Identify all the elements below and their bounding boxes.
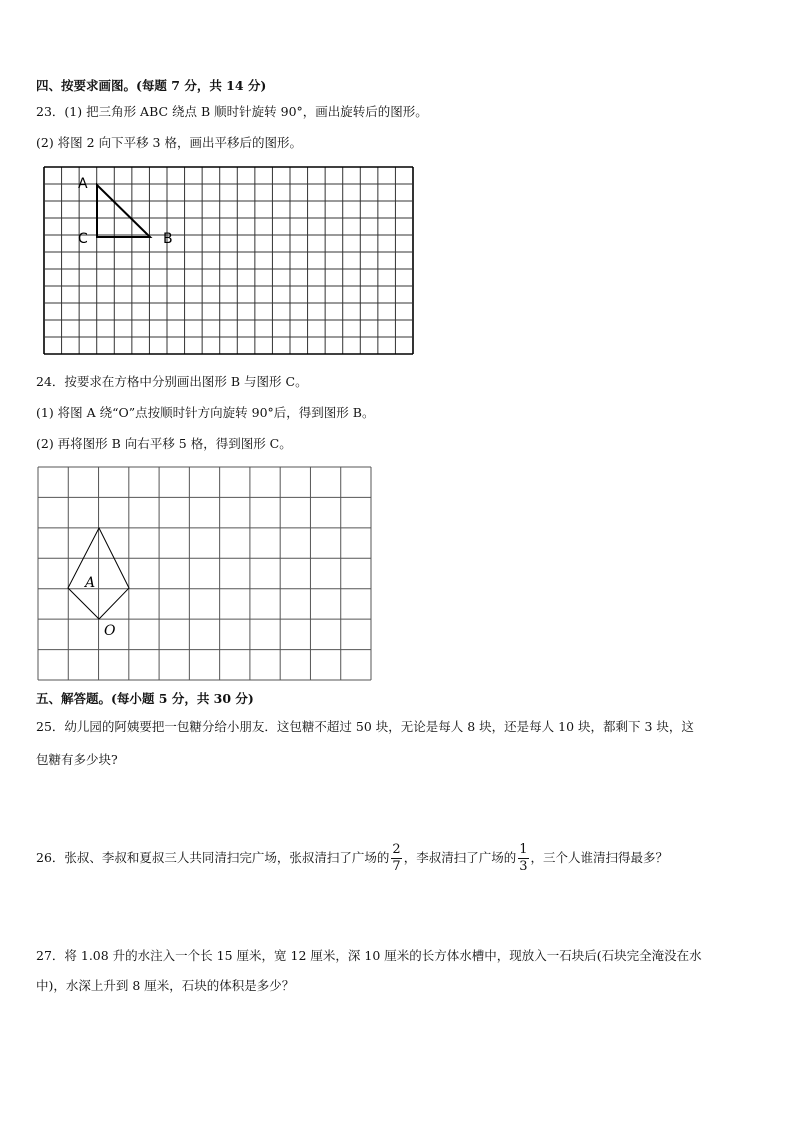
q23-grid — [44, 167, 414, 355]
q24-line2: (1) 将图 A 绕“O”点按顺时针方向旋转 90°后，得到图形 B。 — [36, 405, 375, 420]
q25-line2: 包糖有多少块? — [36, 752, 118, 767]
q24-line1: 24．按要求在方格中分别画出图形 B 与图形 C。 — [36, 374, 308, 389]
fraction-one-third — [518, 843, 528, 874]
triangle-abc — [97, 185, 150, 237]
q26-part1: 26．张叔、李叔和夏叔三人共同清扫完广场，张叔清扫了广场的 — [36, 850, 390, 865]
q23-line2: (2) 将图 2 向下平移 3 格，画出平移后的图形。 — [36, 135, 302, 150]
q25-line1: 25．幼儿园的阿姨要把一包糖分给小朋友．这包糖不超过 50 块，无论是每人 8 块，还是每人 10 块，都剩下 3 块，这 — [36, 719, 694, 734]
fraction-denominator: 7 — [392, 859, 401, 874]
q24-line3: (2) 再将图形 B 向右平移 5 格，得到图形 C。 — [36, 436, 292, 451]
q26-part3: ，三个人谁清扫得最多？ — [530, 850, 669, 865]
fraction-numerator: 2 — [392, 842, 401, 857]
q27-line1: 27．将 1.08 升的水注入一个长 15 厘米，宽 12 厘米，深 10 厘米的长方体水槽中，现放入一石块后(石块完全淹没在水 — [36, 948, 702, 963]
label-c: C — [78, 231, 88, 247]
fraction-denominator: 3 — [519, 859, 528, 874]
q26 — [36, 838, 668, 878]
label-point-o: O — [104, 623, 116, 639]
label-shape-a: A — [85, 575, 96, 591]
section-4-heading: 四、按要求画图。(每题 7 分，共 14 分) — [36, 78, 267, 93]
label-b: B — [163, 231, 173, 247]
q26-part2: ，李叔清扫了广场的 — [403, 850, 517, 865]
fraction-numerator: 1 — [519, 842, 528, 857]
q23-line1: 23．(1) 把三角形 ABC 绕点 B 顺时针旋转 90°，画出旋转后的图形。 — [36, 104, 428, 119]
q24-grid-lines — [38, 467, 371, 680]
section-5-heading: 五、解答题。(每小题 5 分，共 30 分) — [36, 691, 254, 706]
q27-line2: 中)，水深上升到 8 厘米，石块的体积是多少？ — [36, 978, 295, 993]
fraction-two-sevenths — [391, 843, 401, 874]
label-a: A — [78, 176, 88, 192]
q23-grid-lines — [44, 167, 413, 354]
q24-grid — [38, 467, 372, 681]
